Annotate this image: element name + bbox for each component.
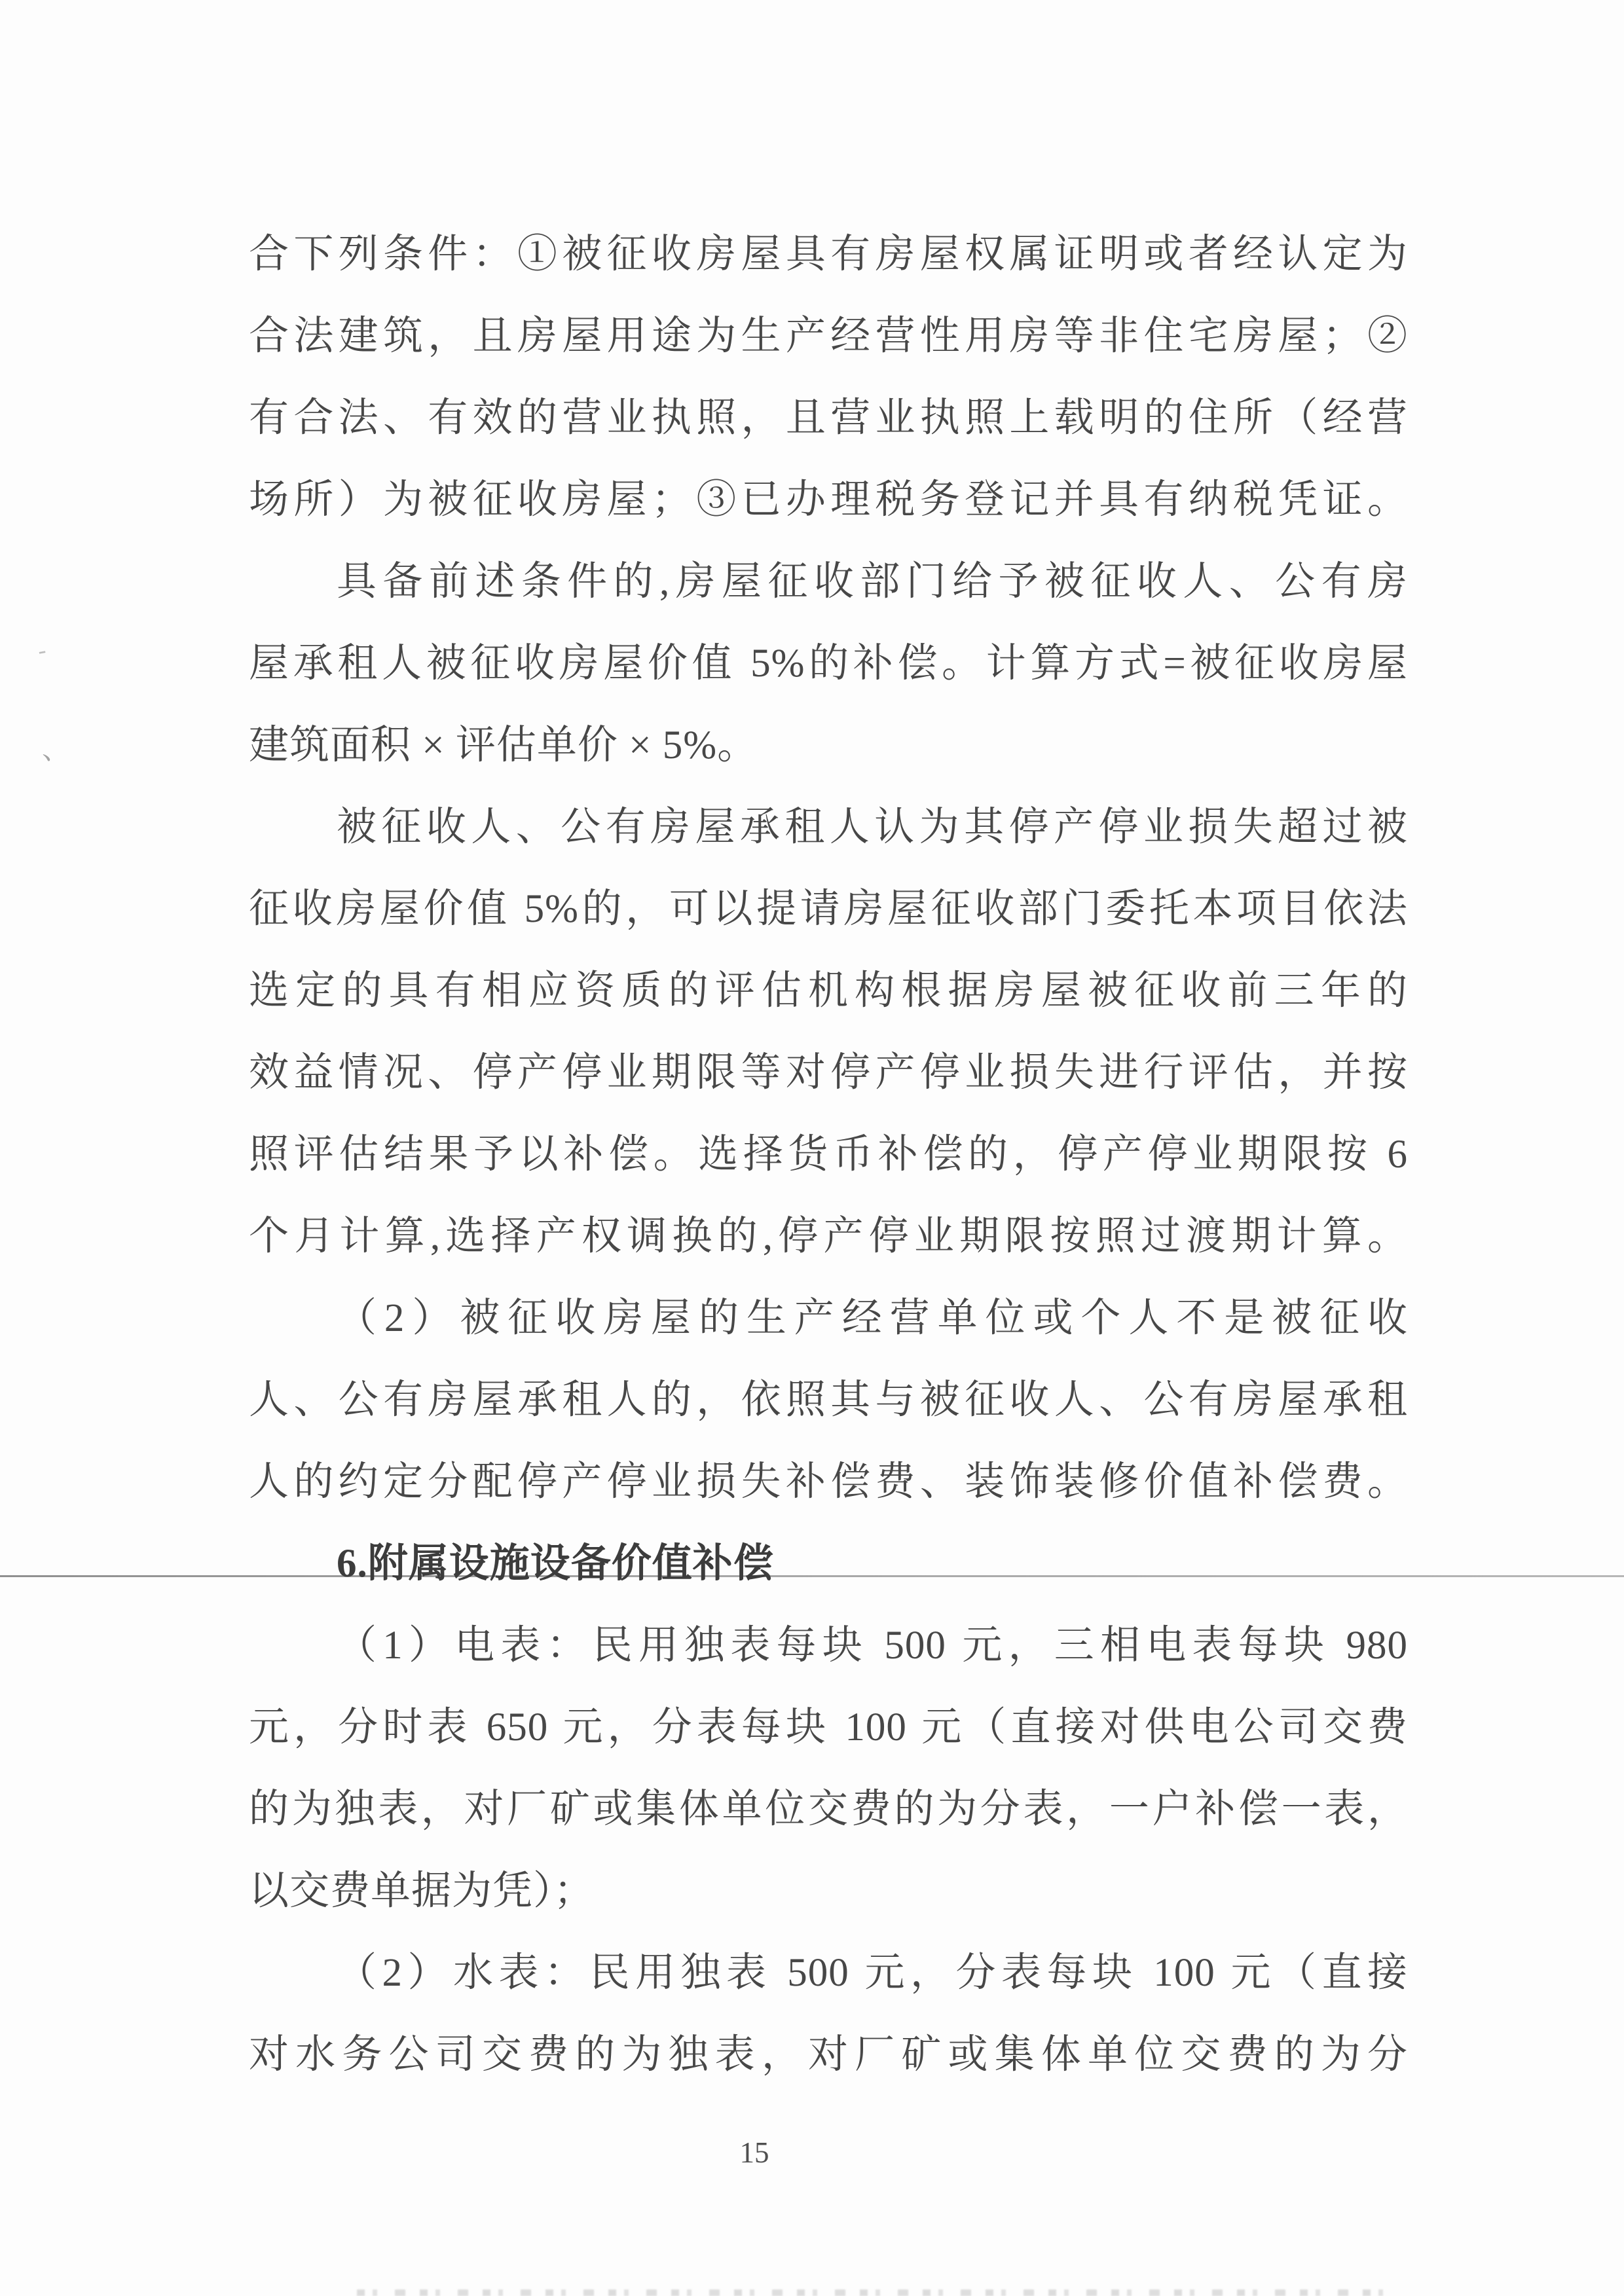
text-line: 的为独表，对厂矿或集体单位交费的为分表，一户补偿一表，: [249, 1787, 1408, 1831]
paragraph-start-line: （2）水表：民用独表 500 元，分表每块 100 元（直接: [337, 1951, 1408, 1995]
scan-artifact-comma: 、: [42, 735, 70, 765]
text-line: 征收房屋价值 5%的，可以提请房屋征收部门委托本项目依法: [249, 887, 1408, 931]
text-line: 对水务公司交费的为独表，对厂矿或集体单位交费的为分: [249, 2033, 1408, 2077]
paragraph-start-line: （1）电表：民用独表每块 500 元，三相电表每块 980: [337, 1624, 1408, 1667]
paragraph-start-line: 被征收人、公有房屋承租人认为其停产停业损失超过被: [337, 805, 1408, 849]
text-line: 建筑面积 × 评估单价 × 5%。: [249, 723, 758, 767]
page-number: 15: [739, 2136, 769, 2169]
text-line: 人的约定分配停产停业损失补偿费、装饰装修价值补偿费。: [249, 1460, 1408, 1504]
text-line: 有合法、有效的营业执照，且营业执照上载明的住所（经营: [249, 396, 1408, 440]
scan-artifact-next-line-tops: [357, 2289, 1388, 2296]
text-line: 照评估结果予以补偿。选择货币补偿的，停产停业期限按 6: [249, 1133, 1408, 1176]
text-line: 以交费单据为凭）；: [249, 1869, 595, 1913]
text-line: 人、公有房屋承租人的，依照其与被征收人、公有房屋承租: [249, 1378, 1408, 1422]
text-line: 元，分时表 650 元，分表每块 100 元（直接对供电公司交费: [249, 1705, 1408, 1749]
paragraph-start-line: 具备前述条件的,房屋征收部门给予被征收人、公有房: [337, 560, 1408, 604]
text-line: 选定的具有相应资质的评估机构根据房屋被征收前三年的: [249, 969, 1408, 1013]
paragraph-start-line: （2）被征收房屋的生产经营单位或个人不是被征收: [337, 1296, 1408, 1340]
text-line: 效益情况、停产停业期限等对停产停业损失进行评估，并按: [249, 1051, 1408, 1095]
text-line: 屋承租人被征收房屋价值 5%的补偿。计算方式=被征收房屋: [249, 642, 1408, 685]
section-heading: 6.附属设施设备价值补偿: [337, 1542, 774, 1586]
scan-artifact-dash: -: [35, 636, 48, 664]
text-line: 合下列条件：①被征收房屋具有房屋权属证明或者经认定为: [249, 232, 1408, 276]
text-line: 场所）为被征收房屋；③已办理税务登记并具有纳税凭证。: [249, 478, 1408, 522]
text-line: 合法建筑，且房屋用途为生产经营性用房等非住宅房屋；②: [249, 314, 1408, 358]
text-line: 个月计算,选择产权调换的,停产停业期限按照过渡期计算。: [249, 1214, 1408, 1258]
